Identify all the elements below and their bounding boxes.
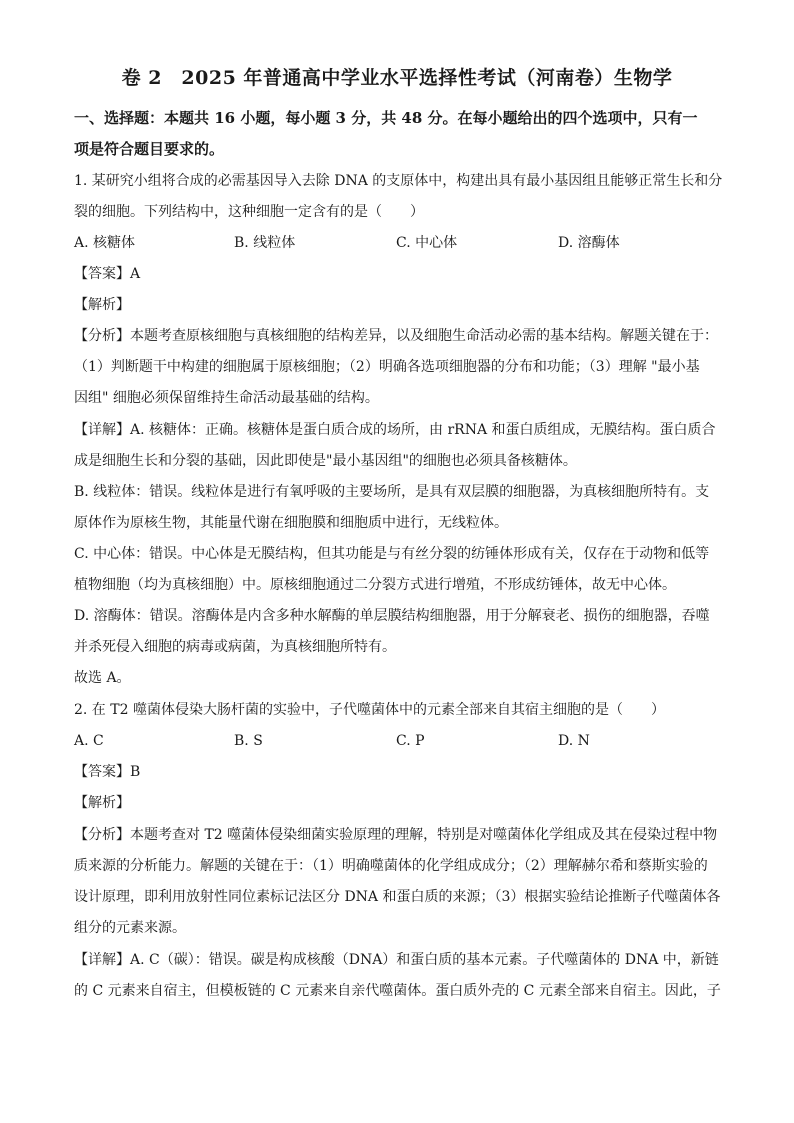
q2-option-c: C. P bbox=[396, 733, 425, 749]
q1-option-a: A. 核糖体 bbox=[74, 235, 136, 251]
q1-option-d: D. 溶酶体 bbox=[558, 235, 620, 251]
q1-xiangjie-b-line-1: B. 线粒体：错误。线粒体是进行有氧呼吸的主要场所，是具有双层膜的细胞器，为真核细胞所特有。支 bbox=[74, 484, 710, 500]
q1-stem-line-2: 裂的细胞。下列结构中，这种细胞一定含有的是（ ） bbox=[74, 204, 424, 220]
q1-conclusion: 故选 A。 bbox=[74, 670, 131, 686]
page-title: 卷 2 2025 年普通高中学业水平选择性考试（河南卷）生物学 bbox=[121, 67, 673, 89]
q1-fenxi-line-1: 【分析】本题考查原核细胞与真核细胞的结构差异，以及细胞生命活动必需的基本结构。解题关键在于： bbox=[74, 328, 718, 344]
q1-answer: 【答案】A bbox=[74, 266, 141, 282]
section-heading-line-2: 项是符合题目要求的。 bbox=[74, 140, 225, 158]
q2-option-b: B. S bbox=[234, 733, 263, 749]
q1-xiangjie-a-line-1: 【详解】A. 核糖体：正确。核糖体是蛋白质合成的场所，由 rRNA 和蛋白质组成，无膜结构。蛋白质合 bbox=[74, 422, 716, 438]
q2-xiangjie-line-2: 的 C 元素来自宿主，但模板链的 C 元素来自亲代噬菌体。蛋白质外壳的 C 元素全部来自宿主。因此，子 bbox=[74, 983, 721, 999]
q1-xiangjie-c-line-1: C. 中心体：错误。中心体是无膜结构，但其功能是与有丝分裂的纺锤体形成有关，仅存在于动物和低等 bbox=[74, 546, 710, 562]
q1-xiangjie-c-line-2: 植物细胞（均为真核细胞）中。原核细胞通过二分裂方式进行增殖，不形成纺锤体，故无中心体。 bbox=[74, 577, 676, 593]
q2-stem: 2. 在 T2 噬菌体侵染大肠杆菌的实验中，子代噬菌体中的元素全部来自其宿主细胞的是（ ） bbox=[74, 702, 665, 718]
q1-xiangjie-a-line-2: 成是细胞生长和分裂的基础，因此即使是"最小基因组"的细胞也必须具备核糖体。 bbox=[74, 453, 577, 469]
q1-fenxi-line-2: （1）判断题干中构建的细胞属于原核细胞；（2）明确各选项细胞器的分布和功能；（3）理解 "最小基 bbox=[74, 359, 700, 375]
q1-fenxi-line-3: 因组" 细胞必须保留维持生命活动最基础的结构。 bbox=[74, 390, 379, 406]
q2-fenxi-line-3: 设计原理，即利用放射性同位素标记法区分 DNA 和蛋白质的来源；（3）根据实验结论推断子代噬菌体各 bbox=[74, 889, 721, 905]
q2-fenxi-line-2: 质来源的分析能力。解题的关键在于：（1）明确噬菌体的化学组成成分；（2）理解赫尔希和蔡斯实验的 bbox=[74, 858, 708, 874]
q2-options bbox=[74, 731, 722, 751]
q2-option-a: A. C bbox=[74, 733, 104, 749]
q1-xiangjie-d-line-1: D. 溶酶体：错误。溶酶体是内含多种水解酶的单层膜结构细胞器，用于分解衰老、损伤的细胞器，吞噬 bbox=[74, 608, 710, 624]
q2-xiangjie-line-1: 【详解】A. C（碳）：错误。碳是构成核酸（DNA）和蛋白质的基本元素。子代噬菌体的 DNA 中，新链 bbox=[74, 952, 719, 968]
q1-option-b: B. 线粒体 bbox=[234, 235, 296, 251]
q2-fenxi-line-1: 【分析】本题考查对 T2 噬菌体侵染细菌实验原理的理解，特别是对噬菌体化学组成及其在侵染过程中物 bbox=[74, 827, 718, 843]
q2-fenxi-line-4: 组分的元素来源。 bbox=[74, 920, 186, 936]
q1-options bbox=[74, 233, 722, 253]
q1-xiangjie-d-line-2: 并杀死侵入细胞的病毒或病菌，为真核细胞所特有。 bbox=[74, 639, 396, 655]
section-heading-line-1: 一、选择题：本题共 16 小题，每小题 3 分，共 48 分。在每小题给出的四个选项中，只有一 bbox=[74, 109, 698, 127]
q2-option-d: D. N bbox=[558, 733, 590, 749]
q1-xiangjie-b-line-2: 原体作为原核生物，其能量代谢在细胞膜和细胞质中进行，无线粒体。 bbox=[74, 515, 508, 531]
q2-answer: 【答案】B bbox=[74, 764, 141, 780]
q1-stem-line-1: 1. 某研究小组将合成的必需基因导入去除 DNA 的支原体中，构建出具有最小基因组且能够正常生长和分 bbox=[74, 173, 723, 189]
q1-option-c: C. 中心体 bbox=[396, 235, 458, 251]
q1-analysis-label: 【解析】 bbox=[74, 297, 130, 313]
q2-analysis-label: 【解析】 bbox=[74, 795, 130, 811]
